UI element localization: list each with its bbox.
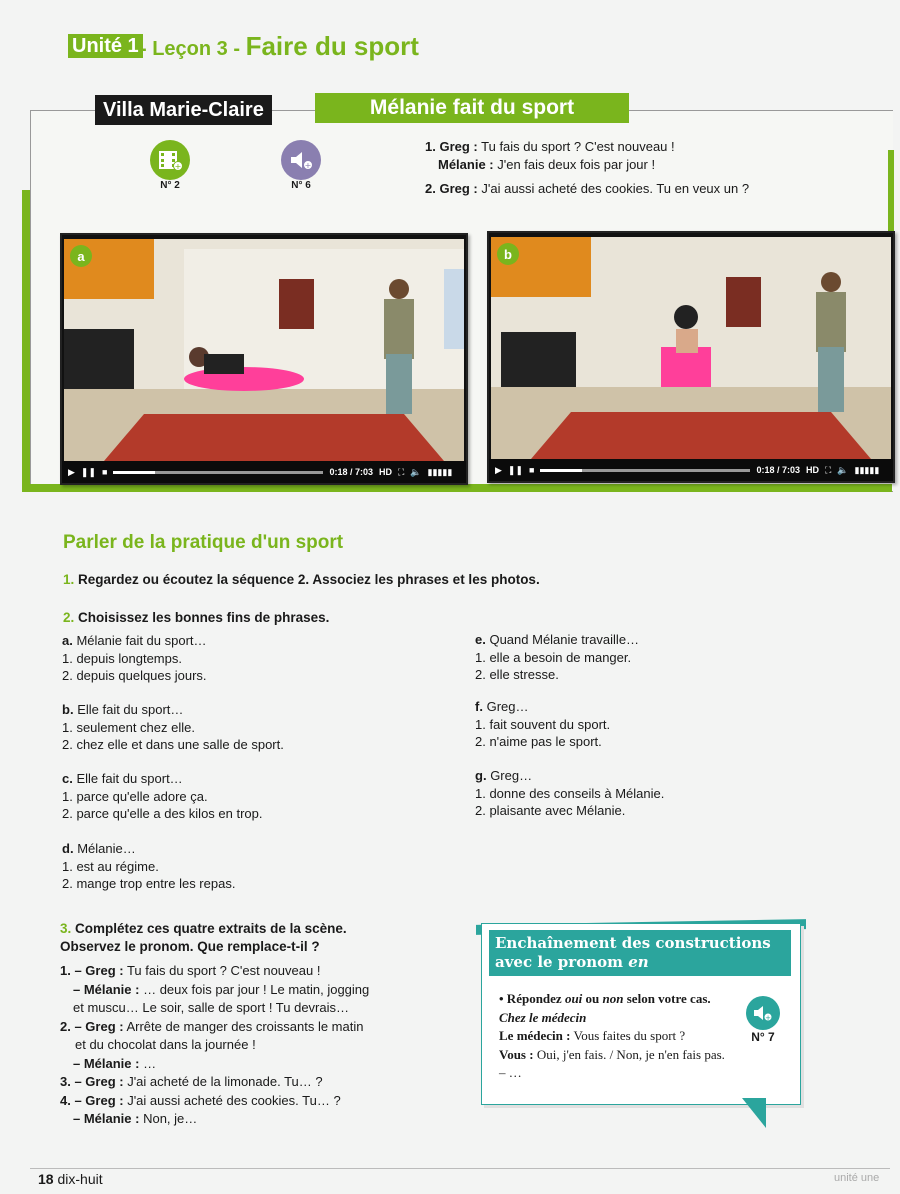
extract-text: J'ai aussi acheté des cookies. Tu… ? (123, 1092, 341, 1108)
progress-track[interactable] (113, 471, 323, 474)
extract-text: et du chocolat dans la journée ! (75, 1037, 256, 1052)
play-icon[interactable]: ▶ (495, 464, 502, 475)
q2-item-d (62, 840, 235, 893)
stop-icon[interactable]: ■ (529, 465, 535, 475)
extract-text: et muscu… Le soir, salle de sport ! Tu devrais… (73, 1000, 350, 1015)
item-stem: Elle fait du sport… (77, 702, 184, 717)
progress-fill (540, 469, 582, 472)
question-2 (63, 610, 329, 625)
box-instruction-mid: ou (582, 991, 603, 1006)
video-number: N° 2 (160, 180, 180, 191)
item-option: 1. depuis longtemps. (62, 650, 182, 666)
box-line: Vous faites du sport ? (570, 1028, 686, 1043)
box-non: non (602, 991, 624, 1006)
item-option: 1. fait souvent du sport. (475, 716, 611, 732)
question-text: Complétez ces quatre extraits de la scène. (75, 921, 347, 936)
footer-divider (30, 1168, 890, 1169)
q2-item-a (62, 632, 207, 685)
q2-item-e (475, 631, 639, 684)
volume-icon[interactable]: 🔈 (837, 464, 849, 475)
svg-text:+: + (174, 162, 182, 171)
box-audio-resource[interactable] (746, 996, 780, 1044)
speaker-icon[interactable] (281, 140, 321, 180)
svg-text:+: + (304, 161, 312, 170)
item-option: 2. depuis quelques jours. (62, 668, 207, 683)
q2-item-g (475, 767, 664, 820)
play-icon[interactable]: ▶ (68, 466, 75, 477)
q2-item-c (62, 770, 263, 823)
hd-toggle[interactable]: HD (805, 465, 819, 475)
item-option: 1. seulement chez elle. (62, 719, 195, 735)
box-content (499, 990, 725, 1083)
extract-lead: 4. – Greg : (60, 1092, 124, 1108)
item-letter: d. (62, 841, 74, 856)
extract-text: Arrête de manger des croissants le matin (123, 1018, 364, 1034)
item-letter: c. (62, 771, 73, 786)
video-frame-a (64, 239, 464, 461)
box-oui: oui (564, 991, 583, 1006)
question-number: 3. (60, 921, 72, 936)
extract-lead: – Mélanie : (73, 1111, 140, 1126)
box-context: Chez le médecin (499, 1009, 587, 1025)
extract-text: … (139, 1055, 157, 1071)
lesson-title (140, 33, 419, 62)
frame-accent-bottom (22, 484, 892, 492)
stop-icon[interactable]: ■ (102, 467, 108, 477)
question-number: 1. (63, 572, 75, 587)
dialog-text: J'ai aussi acheté des cookies. Tu en veux un ? (481, 181, 750, 196)
box-title (489, 930, 791, 976)
video-frame-b (491, 237, 891, 459)
film-icon[interactable] (150, 140, 190, 180)
q2-item-b (62, 701, 284, 754)
box-title-line1: Enchaînement des constructions (495, 934, 771, 952)
item-stem: Mélanie fait du sport… (76, 633, 207, 648)
q3-extracts (60, 962, 470, 1129)
item-option: 1. parce qu'elle adore ça. (62, 788, 208, 804)
page-number: 18 (38, 1171, 54, 1187)
photo-badge: a (70, 245, 92, 267)
fullscreen-icon[interactable]: ⛶ (397, 466, 405, 477)
scene-dialog (425, 138, 749, 198)
dialog-speaker: Mélanie : (438, 157, 494, 172)
extract-lead: 1. – Greg : (60, 963, 124, 978)
footer-unit: unité une (834, 1172, 880, 1184)
item-option: 1. donne des conseils à Mélanie. (475, 785, 665, 801)
time-readout: 0:18 / 7:03 (756, 465, 800, 475)
lesson-topic: Faire du sport (245, 31, 419, 61)
box-speaker: Le médecin : (499, 1028, 571, 1043)
video-player-b[interactable] (487, 231, 895, 483)
extract-lead: 2. – Greg : (60, 1018, 124, 1034)
speaker-icon[interactable] (746, 996, 780, 1030)
photo-badge: b (497, 243, 519, 265)
item-option: 2. mange trop entre les repas. (62, 876, 236, 891)
item-letter: b. (62, 702, 74, 717)
item-stem: Elle fait du sport… (76, 771, 183, 786)
item-option: 2. n'aime pas le sport. (475, 734, 602, 749)
item-stem: Greg… (490, 768, 533, 783)
question-text: Regardez ou écoutez la séquence 2. Associez les phrases et les photos. (78, 572, 540, 587)
extract-lead: – Mélanie : (73, 1055, 140, 1071)
progress-track[interactable] (540, 469, 750, 472)
pause-icon[interactable]: ❚❚ (507, 464, 524, 475)
question-text: Observez le pronom. Que remplace-t-il ? (60, 939, 320, 954)
item-option: 2. elle stresse. (475, 667, 559, 682)
extract-text: Non, je… (139, 1111, 198, 1126)
box-corner-accent (742, 1098, 766, 1128)
box-line: – … (499, 1065, 522, 1080)
box-line: Oui, j'en fais. / Non, je n'en fais pas. (533, 1046, 725, 1062)
video-player-a[interactable] (60, 233, 468, 485)
svg-text:+: + (765, 1014, 771, 1022)
dialog-text: Tu fais du sport ? C'est nouveau ! (481, 139, 675, 154)
question-1 (63, 572, 540, 587)
question-text: Choisissez les bonnes fins de phrases. (78, 610, 330, 625)
extract-text: J'ai acheté de la limonade. Tu… ? (123, 1074, 323, 1089)
video-controls-a (62, 461, 466, 483)
item-stem: Greg… (486, 699, 529, 714)
video-resource[interactable] (150, 140, 190, 191)
unit-label: Unité 1 (68, 34, 143, 58)
box-instruction: • Répondez (499, 991, 565, 1006)
villa-title: Villa Marie-Claire (95, 95, 272, 125)
item-option: 2. plaisante avec Mélanie. (475, 803, 626, 818)
extract-text: Tu fais du sport ? C'est nouveau ! (123, 963, 321, 978)
hd-toggle[interactable]: HD (378, 467, 392, 477)
box-instruction-end: selon votre cas. (623, 991, 711, 1006)
audio-number: N° 6 (291, 180, 311, 191)
page-number-words: dix-huit (57, 1171, 103, 1187)
page-footer (38, 1171, 103, 1187)
extract-lead: 3. – Greg : (60, 1074, 124, 1089)
time-readout: 0:18 / 7:03 (329, 467, 373, 477)
volume-bars-icon[interactable]: ▮▮▮▮▮ (854, 464, 880, 475)
box-title-line2: avec le pronom (495, 953, 629, 971)
lesson-number: - Leçon 3 - (140, 38, 241, 60)
volume-bars-icon[interactable]: ▮▮▮▮▮ (427, 466, 453, 477)
question-number: 2. (63, 610, 75, 625)
dialog-speaker: 2. Greg : (425, 181, 478, 196)
item-stem: Mélanie… (77, 841, 136, 856)
box-title-pronoun: en (628, 953, 649, 971)
question-3 (60, 920, 347, 956)
item-stem: Quand Mélanie travaille… (489, 632, 640, 647)
item-option: 1. est au régime. (62, 858, 159, 874)
dialog-speaker: 1. Greg : (425, 139, 478, 154)
item-letter: a. (62, 633, 73, 648)
audio-resource[interactable] (281, 140, 321, 191)
q2-item-f (475, 698, 610, 751)
progress-fill (113, 471, 155, 474)
extract-lead: – Mélanie : (73, 981, 140, 997)
item-option: 2. chez elle et dans une salle de sport. (62, 737, 284, 752)
item-letter: g. (475, 768, 487, 783)
video-controls-b (489, 459, 893, 481)
fullscreen-icon[interactable]: ⛶ (824, 464, 832, 475)
box-speaker: Vous : (499, 1046, 534, 1062)
item-letter: f. (475, 699, 483, 714)
pause-icon[interactable]: ❚❚ (80, 466, 97, 477)
scene-title: Mélanie fait du sport (315, 93, 629, 123)
dialog-text: J'en fais deux fois par jour ! (497, 157, 656, 172)
section-title: Parler de la pratique d'un sport (63, 532, 344, 553)
extract-text: … deux fois par jour ! Le matin, jogging (139, 981, 370, 997)
item-option: 2. parce qu'elle a des kilos en trop. (62, 806, 263, 821)
item-letter: e. (475, 632, 486, 647)
frame-accent-left (22, 190, 30, 490)
box-audio-number: N° 7 (751, 1030, 775, 1044)
item-option: 1. elle a besoin de manger. (475, 649, 632, 665)
volume-icon[interactable]: 🔈 (410, 466, 422, 477)
